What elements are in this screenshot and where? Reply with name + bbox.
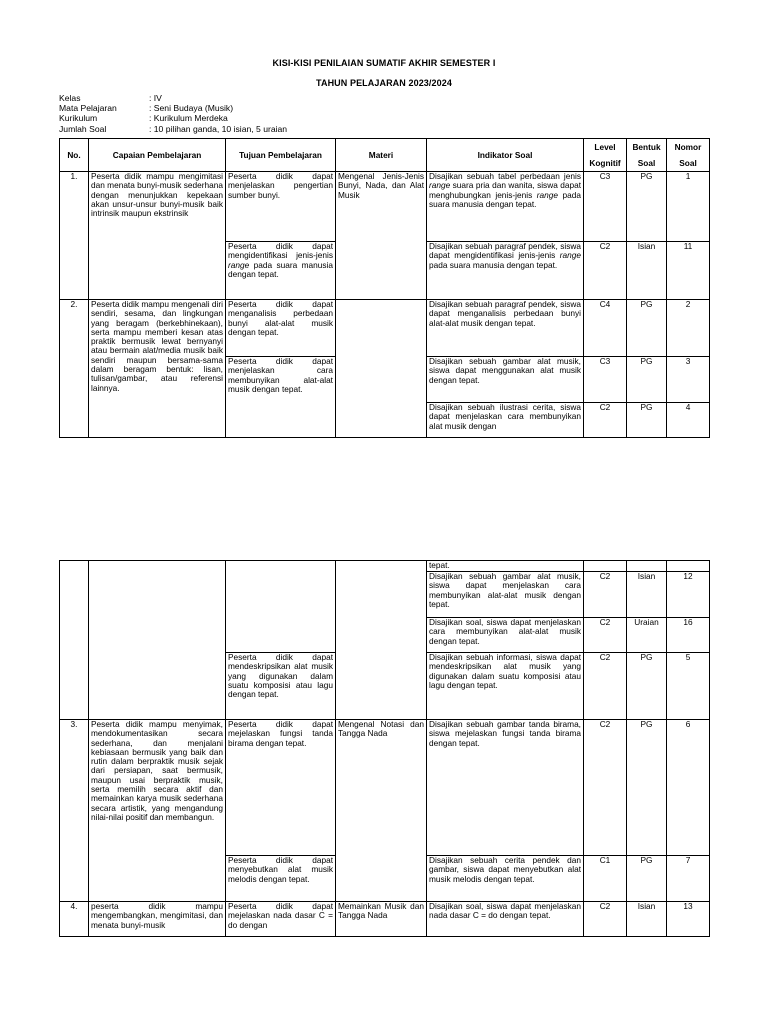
cell-nomor: 5	[667, 653, 710, 720]
meta-value: : Kurikulum Merdeka	[149, 113, 228, 124]
cell-no: 1.	[60, 172, 89, 300]
cell-indikator: Disajikan sebuah gambar alat musik, siswa dapat menjelaskan cara membunyikan alat-alat musik dengan tepat.	[427, 572, 584, 618]
table-row	[60, 300, 710, 357]
cell-indikator: Disajikan sebuah gambar alat musik, siswa dapat menggunakan alat musik dengan tepat.	[427, 357, 584, 403]
document-subtitle: TAHUN PELAJARAN 2023/2024	[316, 78, 452, 88]
cell-tujuan: Peserta didik dapat menjelaskan pengertian sumber bunyi.	[226, 172, 336, 242]
header-no: No.	[60, 139, 89, 172]
cell-indikator: Disajikan sebuah informasi, siswa dapat mendeskripsikan alat musik yang digunakan dalam suatu komposisi atau lagu dengan tepat.	[427, 653, 584, 720]
cell-bentuk: PG	[627, 720, 667, 856]
cell-tujuan: Peserta didik dapat mengidentifikasi jenis-jenis range pada suara manusia dengan tepat.	[226, 242, 336, 300]
cell-nomor	[667, 561, 710, 572]
kisi-kisi-table-page-2	[59, 560, 710, 937]
cell-nomor: 4	[667, 403, 710, 438]
cell-indikator: Disajikan soal, siswa dapat menjelaskan cara membunyikan alat-alat musik dengan tepat.	[427, 618, 584, 653]
cell-indikator: tepat.	[427, 561, 584, 572]
cell-indikator: Disajikan sebuah paragraf pendek, siswa dapat mengidentifikasi jenis-jenis range pada suara manusia dengan tepat.	[427, 242, 584, 300]
cell-capaian: Peserta didik mampu mengenali diri sendiri, sesama, dan lingkungan yang beragam (berkebhinekaan), serta mampu memberi kesan atas praktik bermusik lewat bernyanyi atau bermain alat/media musik baik sendiri maupun bersama-sama dalam beragam bentuk: lisan, tulisan/gambar, atau referensi lainnya.	[89, 300, 226, 438]
cell-nomor: 16	[667, 618, 710, 653]
cell-nomor: 11	[667, 242, 710, 300]
meta-label: Mata Pelajaran	[59, 103, 117, 114]
cell-materi	[336, 300, 427, 438]
cell-nomor: 6	[667, 720, 710, 856]
cell-indikator: Disajikan sebuah cerita pendek dan gambar, siswa dapat menyebutkan alat musik melodis dengan tepat.	[427, 856, 584, 902]
meta-row-kurikulum	[59, 113, 287, 123]
document-meta	[59, 93, 287, 134]
cell-bentuk: Isian	[627, 902, 667, 937]
cell-level: C2	[584, 653, 627, 720]
cell-bentuk: PG	[627, 357, 667, 403]
meta-row-kelas	[59, 93, 287, 103]
cell-bentuk: Uraian	[627, 618, 667, 653]
cell-nomor: 12	[667, 572, 710, 618]
table-row	[60, 720, 710, 856]
cell-bentuk: Isian	[627, 242, 667, 300]
cell-capaian: Peserta didik mampu mengimitasi dan menata bunyi-musik sederhana dengan menunjukkan kepekaan akan unsur-unsur bunyi-musik baik intrinsik maupun ekstrinsik	[89, 172, 226, 300]
cell-tujuan	[226, 561, 336, 653]
header-level: Level Kognitif	[584, 139, 627, 172]
cell-no: 3.	[60, 720, 89, 902]
table-row	[60, 561, 710, 572]
cell-indikator: Disajikan sebuah ilustrasi cerita, siswa dapat menjelaskan cara membunyikan alat musik dengan	[427, 403, 584, 438]
header-tujuan: Tujuan Pembelajaran	[226, 139, 336, 172]
cell-capaian: Peserta didik mampu menyimak, mendokumentasikan secara sederhana, dan menjalani kebiasaan bermusik yang baik dan rutin dalam berpraktik musik sejak dari persiapan, saat bermusik, maupun usai berpraktik musik, serta memilih secara aktif dan memainkan karya musik sederhana secara artistik, yang mengandung nilai-nilai positif dan membangun.	[89, 720, 226, 902]
cell-bentuk: PG	[627, 300, 667, 357]
cell-nomor: 3	[667, 357, 710, 403]
cell-bentuk: Isian	[627, 572, 667, 618]
cell-bentuk: PG	[627, 403, 667, 438]
cell-level	[584, 561, 627, 572]
meta-value: : 10 pilihan ganda, 10 isian, 5 uraian	[149, 123, 288, 134]
cell-no: 2.	[60, 300, 89, 438]
cell-indikator: Disajikan sebuah tabel perbedaan jenis range suara pria dan wanita, siswa dapat menghubungkan jenis-jenis range pada suara manusia dengan tepat.	[427, 172, 584, 242]
meta-value: : Seni Budaya (Musik)	[149, 103, 234, 114]
cell-no: 4.	[60, 902, 89, 937]
cell-materi: Memainkan Musik dan Tangga Nada	[336, 902, 427, 937]
cell-indikator: Disajikan sebuah gambar tanda birama, siswa mejelaskan fungsi tanda birama dengan tepat.	[427, 720, 584, 856]
cell-nomor: 7	[667, 856, 710, 902]
meta-label: Kelas	[59, 93, 81, 103]
cell-level: C3	[584, 172, 627, 242]
cell-materi: Mengenal Notasi dan Tangga Nada	[336, 720, 427, 902]
table-header-row	[60, 139, 710, 172]
meta-row-mata-pelajaran	[59, 103, 287, 113]
cell-level: C3	[584, 357, 627, 403]
cell-tujuan: Peserta didik dapat mendeskripsikan alat musik yang digunakan dalam suatu komposisi atau lagu dengan tepat.	[226, 653, 336, 720]
meta-row-jumlah-soal	[59, 124, 287, 134]
cell-level: C2	[584, 572, 627, 618]
cell-tujuan: Peserta didik dapat menyebutkan alat musik melodis dengan tepat.	[226, 856, 336, 902]
cell-tujuan: Peserta didik dapat menjelaskan cara membunyikan alat-alat musik dengan tepat.	[226, 357, 336, 438]
document-title: KISI-KISI PENILAIAN SUMATIF AKHIR SEMESTER I	[272, 58, 496, 68]
header-bentuk: Bentuk Soal	[627, 139, 667, 172]
cell-indikator: Disajikan soal, siswa dapat menjelaskan nada dasar C = do dengan tepat.	[427, 902, 584, 937]
cell-level: C2	[584, 720, 627, 856]
cell-tujuan: Peserta didik dapat menganalisis perbedaan bunyi alat-alat musik dengan tepat.	[226, 300, 336, 357]
cell-materi: Mengenal Jenis-Jenis Bunyi, Nada, dan Alat Musik	[336, 172, 427, 300]
cell-capaian: peserta didik mampu mengembangkan, mengimitasi, dan menata bunyi-musik	[89, 902, 226, 937]
header-capaian: Capaian Pembelajaran	[89, 139, 226, 172]
cell-level: C2	[584, 902, 627, 937]
cell-tujuan: Peserta didik dapat mejelaskan nada dasar C = do dengan	[226, 902, 336, 937]
cell-level: C1	[584, 856, 627, 902]
kisi-kisi-table-page-1	[59, 138, 710, 438]
cell-nomor: 13	[667, 902, 710, 937]
cell-bentuk: PG	[627, 653, 667, 720]
header-indikator: Indikator Soal	[427, 139, 584, 172]
cell-tujuan: Peserta didik dapat mejelaskan fungsi tanda birama dengan tepat.	[226, 720, 336, 856]
cell-level: C2	[584, 403, 627, 438]
cell-materi	[336, 561, 427, 720]
cell-level: C2	[584, 618, 627, 653]
meta-label: Jumlah Soal	[59, 123, 107, 134]
cell-nomor: 1	[667, 172, 710, 242]
cell-no	[60, 561, 89, 720]
header-materi: Materi	[336, 139, 427, 172]
cell-level: C2	[584, 242, 627, 300]
cell-capaian	[89, 561, 226, 720]
table-row	[60, 902, 710, 937]
cell-bentuk: PG	[627, 172, 667, 242]
cell-nomor: 2	[667, 300, 710, 357]
meta-label: Kurikulum	[59, 113, 98, 124]
header-nomor: Nomor Soal	[667, 139, 710, 172]
cell-bentuk	[627, 561, 667, 572]
cell-indikator: Disajikan sebuah paragraf pendek, siswa dapat menganalisis perbedaan bunyi alat-alat musik dengan tepat.	[427, 300, 584, 357]
cell-level: C4	[584, 300, 627, 357]
table-row	[60, 172, 710, 242]
meta-value: : IV	[149, 93, 162, 103]
cell-bentuk: PG	[627, 856, 667, 902]
